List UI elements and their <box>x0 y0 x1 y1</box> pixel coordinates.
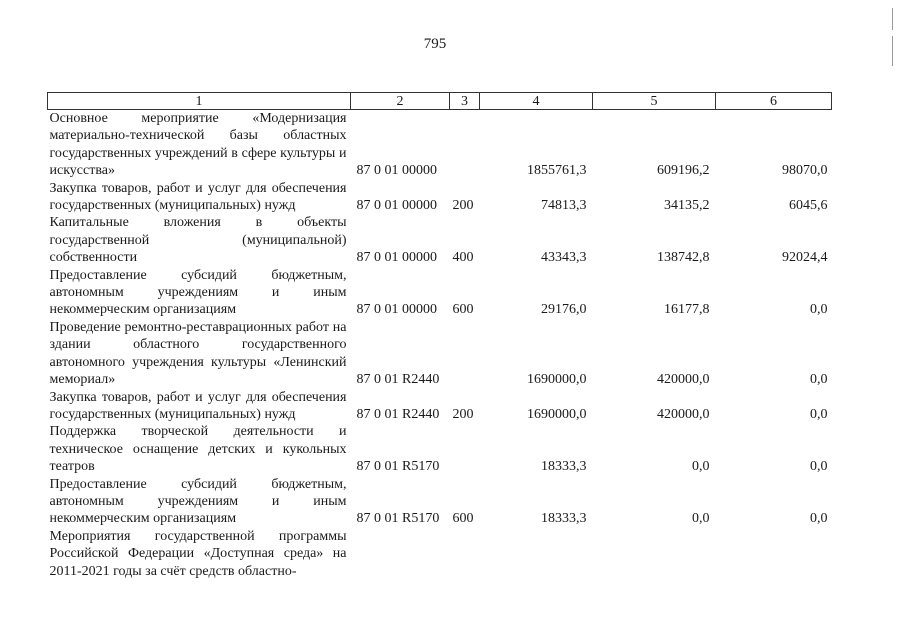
row-value-2 <box>593 528 716 580</box>
header-col-2: 2 <box>351 93 450 110</box>
scan-edge-mark <box>892 36 893 66</box>
row-value-1 <box>480 528 593 580</box>
row-value-3: 92024,4 <box>782 250 828 266</box>
row-value-2: 420000,0 <box>657 406 710 422</box>
row-value-2: 0,0 <box>692 511 710 527</box>
row-value-1: 18333,3 <box>541 511 587 527</box>
row-value-3: 0,0 <box>810 406 828 422</box>
row-code: 87 0 01 00000 <box>356 250 437 266</box>
row-value-1: 74813,3 <box>541 198 587 214</box>
row-name: Капитальные вложения в объекты государственной (муниципальной) собственности <box>49 215 347 266</box>
row-value-2: 34135,2 <box>664 198 710 214</box>
table-row <box>48 214 832 266</box>
row-code: 87 0 01 R2440 <box>356 406 440 422</box>
row-expense-type: 400 <box>452 250 474 266</box>
table-row <box>48 528 832 580</box>
row-value-1: 18333,3 <box>541 459 587 475</box>
row-expense-type <box>450 423 480 475</box>
header-col-4: 4 <box>480 93 593 110</box>
row-code: 87 0 01 00000 <box>356 198 437 214</box>
row-value-1: 1690000,0 <box>527 406 587 422</box>
row-code: 87 0 01 R2440 <box>356 372 440 388</box>
table-row <box>48 180 832 215</box>
row-value-3: 0,0 <box>810 511 828 527</box>
header-col-6: 6 <box>716 93 832 110</box>
header-col-3: 3 <box>450 93 480 110</box>
row-expense-type <box>450 528 480 580</box>
scan-edge-mark <box>892 8 893 30</box>
row-expense-type <box>450 319 480 389</box>
row-value-2: 138742,8 <box>657 250 710 266</box>
row-value-3: 98070,0 <box>782 163 828 179</box>
row-name: Закупка товаров, работ и услуг для обеспечения государственных (муниципальных) нужд <box>49 389 347 422</box>
row-name: Основное мероприятие «Модернизация материально-технической базы областных государственных учреждений в сфере культуры и искусства» <box>49 111 347 179</box>
row-name: Закупка товаров, работ и услуг для обеспечения государственных (муниципальных) нужд <box>49 180 347 214</box>
row-value-3: 6045,6 <box>789 198 828 214</box>
table-row <box>48 423 832 475</box>
row-value-3 <box>716 528 832 580</box>
row-name: Поддержка творческой деятельности и техническое оснащение детских и кукольных театров <box>49 424 347 475</box>
row-name: Предоставление субсидий бюджетным, автономным учреждениям и иным некоммерческим организациям <box>49 267 347 318</box>
header-col-5: 5 <box>593 93 716 110</box>
table-header <box>48 93 832 110</box>
table-row <box>48 389 832 424</box>
row-expense-type: 600 <box>452 302 474 318</box>
row-code: 87 0 01 R5170 <box>356 511 440 527</box>
header-col-1: 1 <box>48 93 351 110</box>
row-value-3: 0,0 <box>810 459 828 475</box>
row-code: 87 0 01 00000 <box>356 302 437 318</box>
row-value-1: 1690000,0 <box>527 372 587 388</box>
row-value-2: 609196,2 <box>657 163 710 179</box>
row-name: Предоставление субсидий бюджетным, автономным учреждениям и иным некоммерческим организациям <box>49 476 347 527</box>
row-value-3: 0,0 <box>810 302 828 318</box>
row-code: 87 0 01 00000 <box>356 163 437 179</box>
row-name: Мероприятия государственной программы Российской Федерации «Доступная среда» на 2011-2021 годы за счёт средств областно- <box>49 528 347 579</box>
row-expense-type: 200 <box>452 198 474 214</box>
row-expense-type: 200 <box>452 406 474 422</box>
row-value-2: 0,0 <box>692 459 710 475</box>
budget-table <box>47 92 832 580</box>
table-row <box>48 110 832 180</box>
row-code <box>351 528 450 580</box>
row-name: Проведение ремонтно-реставрационных работ на здании областного государственного автономного учреждения культуры «Ленинский мемориал» <box>49 319 347 388</box>
row-value-1: 43343,3 <box>541 250 587 266</box>
row-value-1: 29176,0 <box>541 302 587 318</box>
row-expense-type: 600 <box>452 511 474 527</box>
table-row <box>48 319 832 389</box>
page-number: 795 <box>423 36 447 52</box>
row-value-2: 16177,8 <box>664 302 710 318</box>
table-row <box>48 476 832 528</box>
row-code: 87 0 01 R5170 <box>356 459 440 475</box>
row-expense-type <box>450 110 480 180</box>
table-body <box>48 110 832 580</box>
row-value-1: 1855761,3 <box>527 163 587 179</box>
row-value-2: 420000,0 <box>657 372 710 388</box>
table-row <box>48 267 832 319</box>
row-value-3: 0,0 <box>810 372 828 388</box>
